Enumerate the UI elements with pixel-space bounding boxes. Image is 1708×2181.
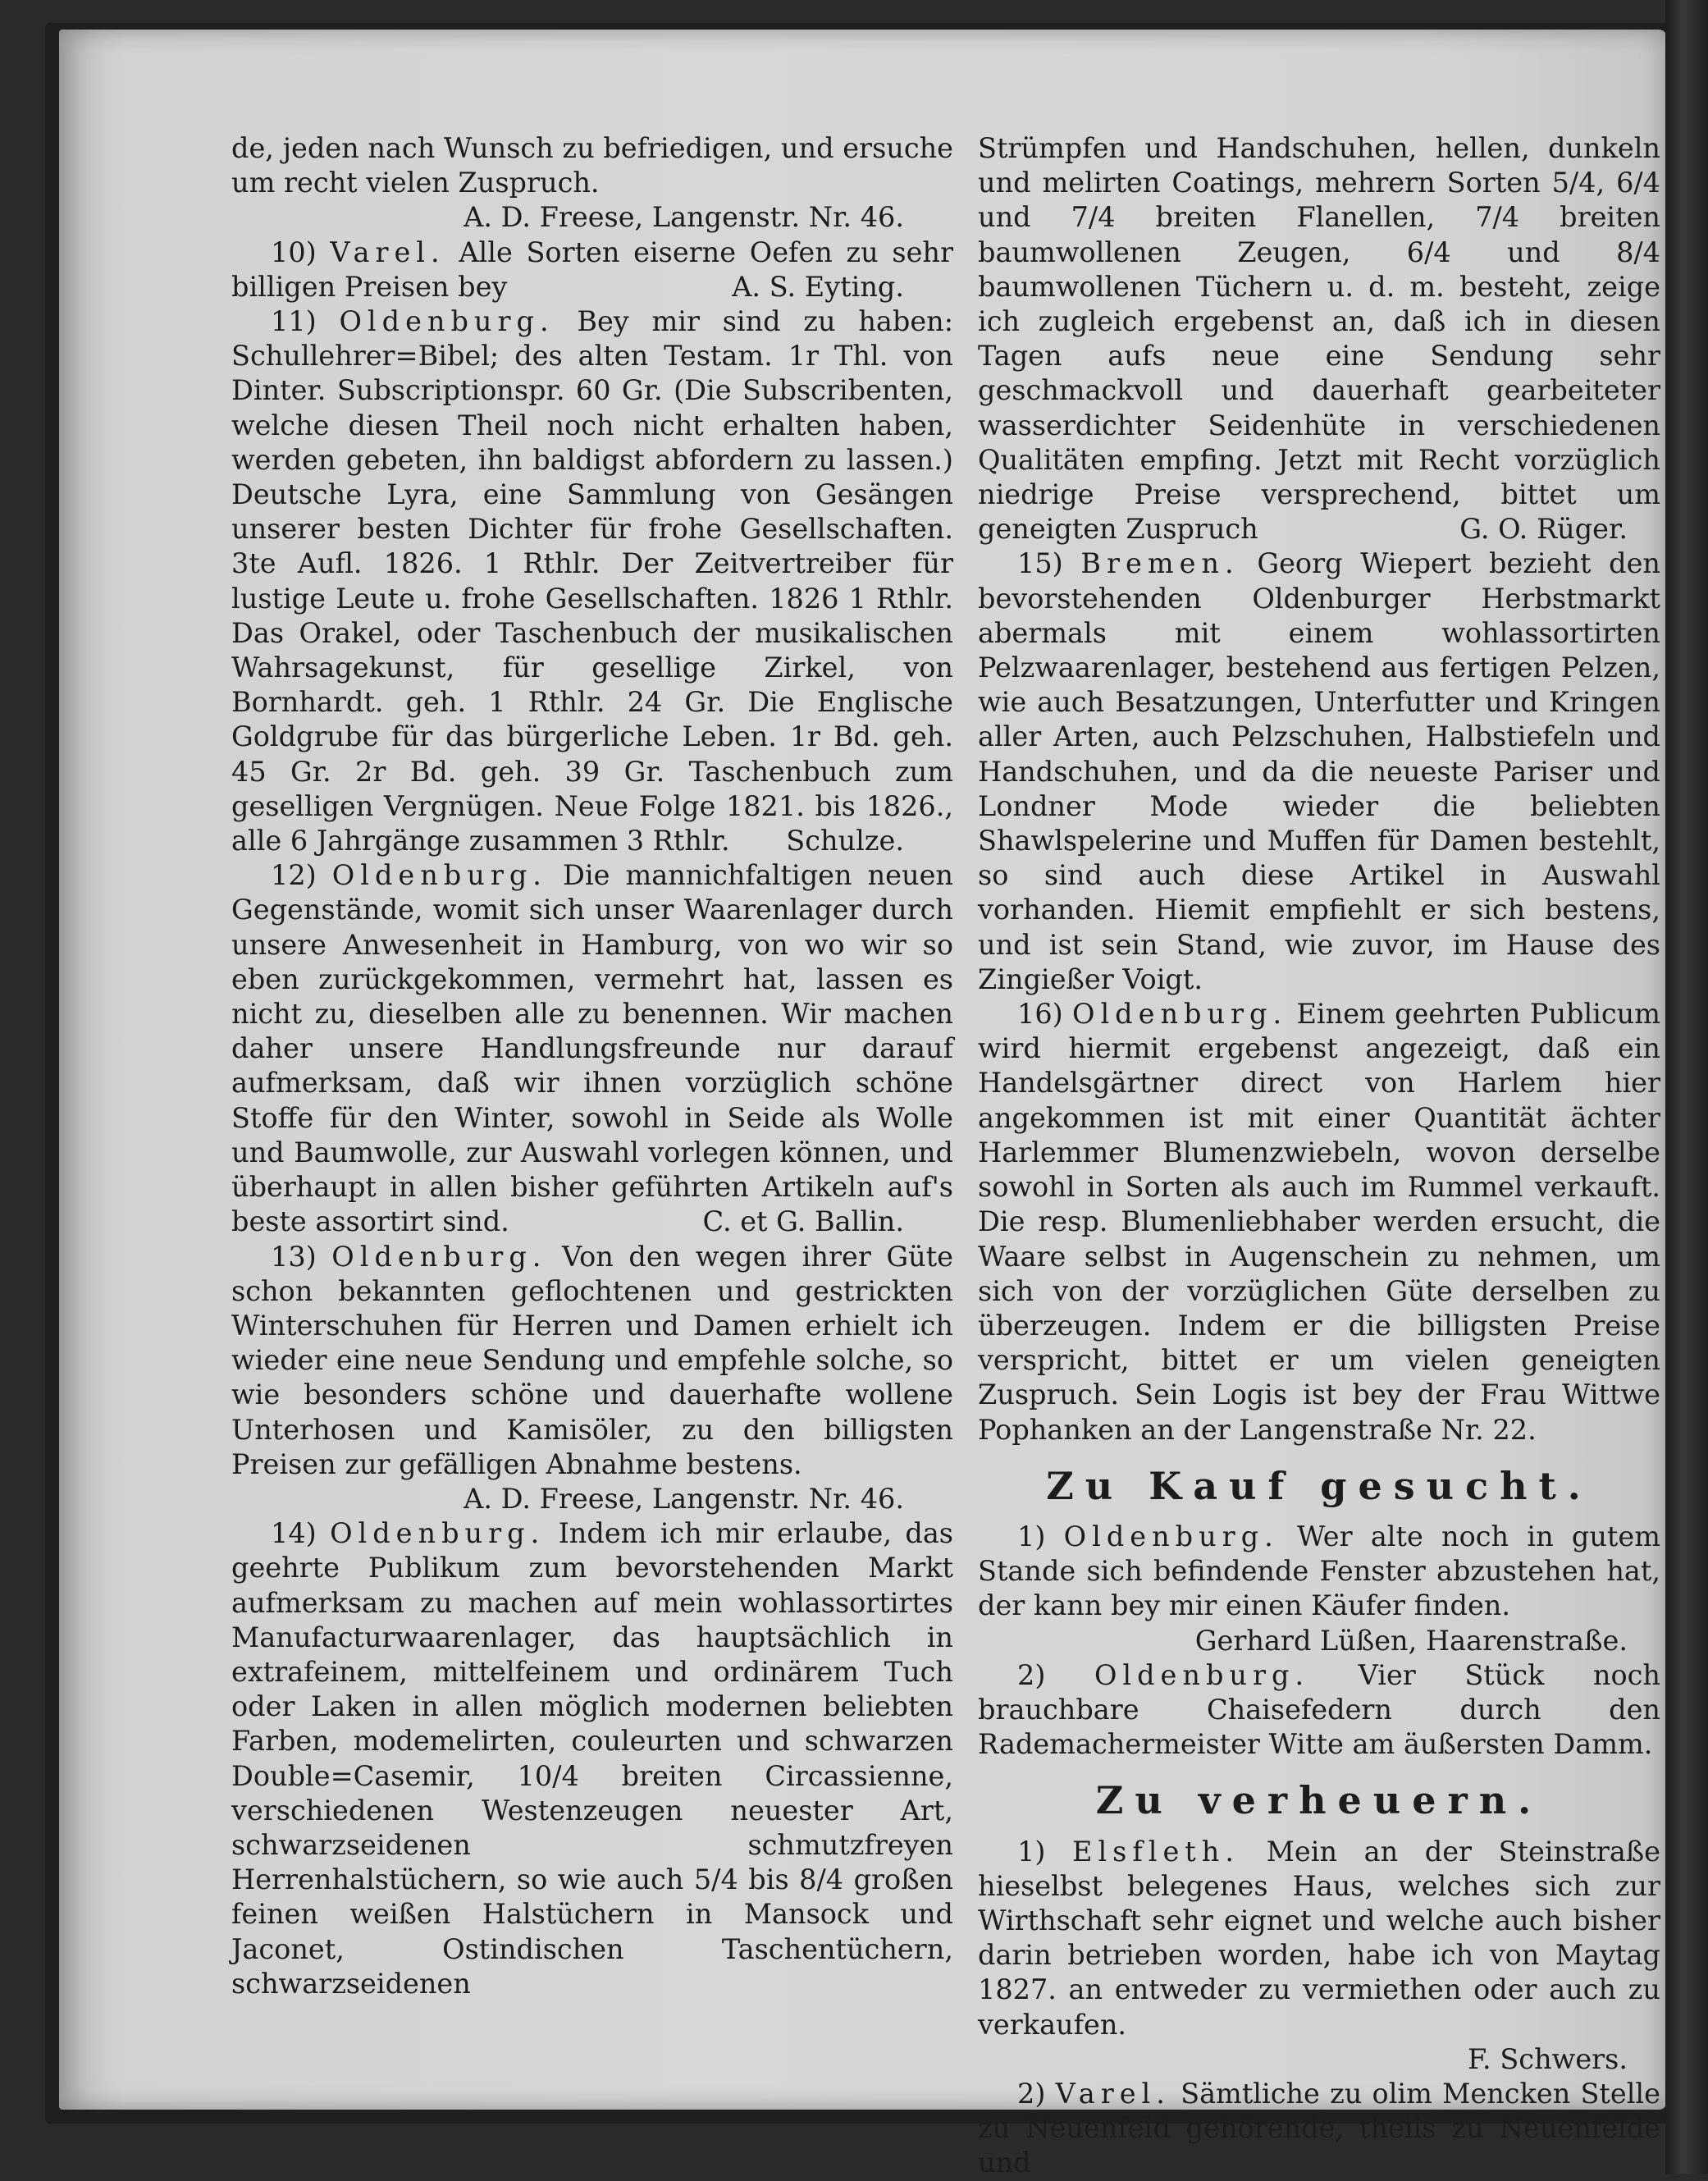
notice-15 [978,546,1660,997]
notice-12 [231,858,953,1239]
signature: A. D. Freese, Langenstr. Nr. 46. [464,201,904,234]
notice-place: Oldenburg. [1072,998,1288,1031]
notice-number: 16) [1017,998,1063,1031]
book-edge [1665,0,1708,2174]
signature: A. D. Freese, Langenstr. Nr. 46. [464,1482,904,1515]
notice-10 [231,235,953,304]
notice-16 [978,997,1660,1447]
notice-text: Bey mir sind zu haben: Schullehrer=Bibel; des alten Testam. 1r Thl. von Dinter. Subscriptionspr. 60 Gr. (Die Subscribenten, welche diesen Theil noch nicht erhalten haben, werden gebeten, ihn baldigst abfordern zu lassen.) Deutsche Lyra, eine Sammlung von Gesängen unserer besten Dichter für frohe Gesellschaften. 3te Aufl. 1826. 1 Rthlr. Der Zeitvertreiber für lustige Leute u. frohe Gesellschaften. 1826 1 Rthlr. Das Orakel, oder Taschenbuch der musikalischen Wahrsagekunst, für gesellige Zirkel, von Bornhardt. geh. 1 Rthlr. 24 Gr. Die Englische Goldgrube für das bürgerliche Leben. 1r Bd. geh. 45 Gr. 2r Bd. geh. 39 Gr. Taschenbuch zum geselligen Vergnügen. Neue Folge 1821. bis 1826., alle 6 Jahrgänge zusammen 3 Rthlr. [231,305,954,857]
notice-text: Mein an der Steinstraße hieselbst belegenes Haus, welches sich zur Wirthschaft sehr eignet und welche auch bisher darin betrieben worden, habe ich von Maytag 1827. an entweder zu vermiethen oder auch zu verkaufen. [978,1835,1661,2041]
notice-number: 11) [271,305,317,338]
notice-text: Wer alte noch in gutem Stande sich befindende Fenster abzustehen hat, der kann bey mir einen Käufer finden. [978,1520,1660,1622]
section-heading-kauf: Zu Kauf gesucht. [1046,1463,1592,1508]
notice-number: 2) [1017,1658,1046,1691]
notice-text: Vier Stück noch brauchbare Chaisefedern durch den Rademachermeister Witte am äußersten Damm. [978,1658,1660,1761]
notice-place: Elsfleth. [1072,1835,1240,1868]
notice-verheuern-1 [978,1835,1660,2042]
right-column [978,131,1660,2181]
notice-place: Oldenburg. [331,1240,547,1273]
notice-text: Georg Wiepert bezieht den bevorstehenden Oldenburger Herbstmarkt abermals mit einem wohlassortirten Pelzwaarenlager, bestehend aus fertigen Pelzen, wie auch Besatzungen, Unterfutter und Kringen aller Arten, auch Pelzschuhen, Halbstiefeln und Handschuhen, und da die neueste Pariser und Londner Mode wieder die beliebten Shawlspelerine und Muffen für Damen bestehlt, so sind auch diese Artikel in Auswahl vorhanden. Hiemit empfiehlt er sich bestens, und ist sein Stand, wie zuvor, im Hause des Zingießer Voigt. [978,547,1660,995]
notice-place: Oldenburg. [1063,1520,1279,1552]
continuation-text [978,131,1660,546]
notice-text: Sämtliche zu olim Mencken Stelle zu Neuenfeld gehörende, theils zu Neuenfelde und [978,2077,1660,2179]
notice-number: 2) [1017,2077,1046,2110]
notice-number: 10) [271,235,317,268]
notice-text: Strümpfen und Handschuhen, hellen, dunkeln und melirten Coatings, mehrern Sorten 5/4, 6/4 und 7/4 breiten Flanellen, 7/4 breiten baumwollenen Zeugen, 6/4 und 8/4 baumwollenen Tüchern u. d. m. besteht, zeige ich zugleich ergebenst an, daß ich in diesen Tagen aufs neue eine Sendung sehr geschmackvoll und dauerhaft gearbeiteter wasserdichter Seidenhüte in verschiedenen Qualitäten empfing. Jetzt mit Recht vorzüglich niedrige Preise versprechend, bittet um geneigten Zuspruch [978,132,1660,546]
notice-number: 13) [271,1240,317,1273]
notice-kauf-1 [978,1520,1660,1624]
signature: A. S. Eyting. [732,270,904,303]
continuation-text: de, jeden nach Wunsch zu befriedigen, und ersuche um recht vielen Zuspruch. [231,132,953,199]
notice-place: Varel. [330,235,445,268]
left-column [231,131,953,2001]
signature: Gerhard Lüßen, Haarenstraße. [1194,1624,1628,1657]
signature: Schulze. [786,825,904,857]
notice-place: Oldenburg. [339,305,555,338]
notice-text: Die mannichfaltigen neuen Gegenstände, womit sich unser Waarenlager durch unsere Anwesenheit in Hamburg, von wo wir so eben zurückgekommen, vermehrt hat, lassen es nicht zu, dieselben alle zu benennen. Wir machen daher unsere Handlungsfreunde nur darauf aufmerksam, daß wir ihnen vorzüglich schöne Stoffe für den Winter, sowohl in Seide als Wolle und Baumwolle, zur Auswahl vorlegen können, und überhaupt in allen bisher geführten Artikeln auf's beste assortirt sind. [231,859,953,1238]
notice-place: Bremen. [1080,547,1240,580]
notice-place: Oldenburg. [1094,1658,1310,1691]
notice-place: Varel. [1055,2077,1171,2110]
notice-number: 14) [271,1517,317,1550]
signature: F. Schwers. [1468,2042,1628,2075]
notice-text: Von den wegen ihrer Güte schon bekannten geflochtenen und gestrickten Winterschuhen für Herren und Damen erhielt ich wieder eine neue Sendung und empfehle solche, so wie besonders schöne und dauerhafte wollene Unterhosen und Kamisöler, zu den billigsten Preisen zur gefälligen Abnahme bestens. [231,1240,954,1480]
notice-verheuern-2 [978,2077,1660,2181]
notice-number: 1) [1017,1520,1046,1552]
notice-number: 1) [1017,1835,1046,1868]
section-heading-verheuern: Zu verheuern. [1095,1778,1543,1823]
notice-number: 12) [271,859,317,892]
notice-13 [231,1240,953,1482]
notice-place: Oldenburg. [330,1517,546,1550]
notice-14 [231,1516,953,2001]
notice-text: Indem ich mir erlaube, das geehrte Publikum zum bevorstehenden Markt aufmerksam zu machen auf mein wohlassortirtes Manufacturwaarenlager, das hauptsächlich in extrafeinem, mittelfeinem und ordinärem Tuch oder Laken in allen möglich modernen beliebten Farben, modemelirten, couleurten und schwarzen Double=Casemir, 10/4 breiten Circassienne, verschiedenen Westenzeugen neuester Art, schwarzseidenen schmutzfreyen Herrenhalstüchern, so wie auch 5/4 bis 8/4 großen feinen weißen Halstüchern in Mansock und Jaconet, Ostindischen Taschentüchern, schwarzseidenen [231,1517,953,2000]
notice-text: Einem geehrten Publicum wird hiermit ergebenst angezeigt, daß ein Handelsgärtner direct von Harlem hier angekommen ist mit einer Quantität ächter Harlemmer Blumenzwiebeln, wovon derselbe sowohl in Sorten als auch im Rummel verkauft. Die resp. Blumenliebhaber werden ersucht, die Waare selbst in Augenschein zu nehmen, um sich von der vorzüglichen Güte derselben zu überzeugen. Indem er die billigsten Preise verspricht, bittet er um vielen geneigten Zuspruch. Sein Logis ist bey der Frau Wittwe Pophanken an der Langenstraße Nr. 22. [978,998,1660,1446]
signature: G. O. Rüger. [1459,513,1628,546]
notice-number: 15) [1017,547,1063,580]
notice-text: Alle Sorten eiserne Oefen zu sehr billigen Preisen bey [231,235,953,303]
notice-kauf-2 [978,1658,1660,1763]
notice-place: Oldenburg. [331,859,547,892]
notice-11 [231,304,953,858]
signature: C. et G. Ballin. [702,1205,904,1238]
